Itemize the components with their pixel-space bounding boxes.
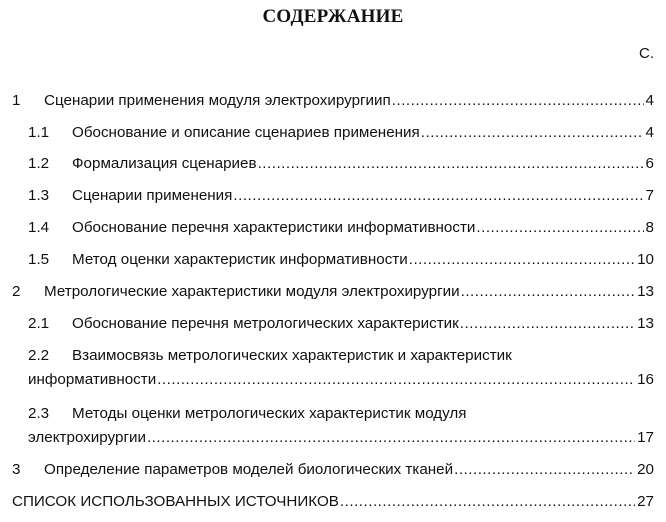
dot-leader [409,250,635,270]
dot-leader [421,123,644,143]
toc-entry-page: 6 [645,155,654,172]
dot-leader [476,218,643,238]
toc-entry-title: Обоснование и описание сценариев применения [72,124,420,141]
toc-entry-number: 1.3 [28,187,50,204]
toc-entry-number: 2.3 [28,405,50,422]
toc-entry-2-2[interactable] [28,346,654,392]
toc-entry-page: 20 [637,461,654,478]
toc-entry-title-line2: информативности [28,371,157,388]
dot-leader [147,428,635,448]
toc-entry-number: 1.2 [28,155,50,172]
toc-entry-title: Определение параметров моделей биологических тканей [44,461,454,478]
toc-entry-page: 13 [637,283,654,300]
toc-entry-title: Обоснование перечня характеристики информативности [72,219,476,236]
dot-leader [157,370,635,390]
toc-entry-page: 4 [645,124,654,141]
toc-entry-title: Обоснование перечня метрологических характеристик [72,315,459,332]
toc-entry-page: 17 [637,429,654,446]
toc-entry-number: 3 [12,461,21,478]
toc-entry-page: 4 [645,92,654,109]
toc-entry-number: 2 [12,283,21,300]
toc-entry-number: 1.4 [28,219,50,236]
toc-entry-number: 1.1 [28,124,50,141]
dot-leader [392,91,644,111]
toc-entry-number: 2.2 [28,347,50,364]
toc-entry-page: 7 [645,187,654,204]
toc-entry-page: 27 [637,493,654,510]
dot-leader [454,460,635,480]
dot-leader [233,186,643,206]
dot-leader [460,314,635,334]
toc-entry-title: Сценарии применения модуля электрохирургиип [44,92,391,109]
toc-entry-title: Сценарии применения [72,187,233,204]
toc-entry-title-line1: Методы оценки метрологических характеристик модуля [72,405,467,422]
toc-entry-number: 1 [12,92,21,109]
toc-entry-page: 13 [637,315,654,332]
toc-entry-page: 8 [645,219,654,236]
toc-entry-title-line2: электрохирургии [28,429,146,446]
dot-leader [461,282,636,302]
toc-entry-number: 2.1 [28,315,50,332]
toc-entry-number: 1.5 [28,251,50,268]
dot-leader [340,492,635,512]
toc-entry-title: Метод оценки характеристик информативности [72,251,408,268]
toc-entry-page: 16 [637,371,654,388]
toc-entry-title-line1: Взаимосвязь метрологических характеристик и характеристик [72,347,512,364]
toc-entry-title: СПИСОК ИСПОЛЬЗОВАННЫХ ИСТОЧНИКОВ [12,493,339,510]
page-title: СОДЕРЖАНИЕ [262,6,404,27]
page-column-label: С. [639,45,654,62]
dot-leader [258,154,644,174]
toc-entry-2-3[interactable] [28,404,654,450]
toc-entry-title: Метрологические характеристики модуля электрохирургии [44,283,460,300]
toc-entry-page: 10 [637,251,654,268]
toc-entry-title: Формализация сценариев [72,155,257,172]
